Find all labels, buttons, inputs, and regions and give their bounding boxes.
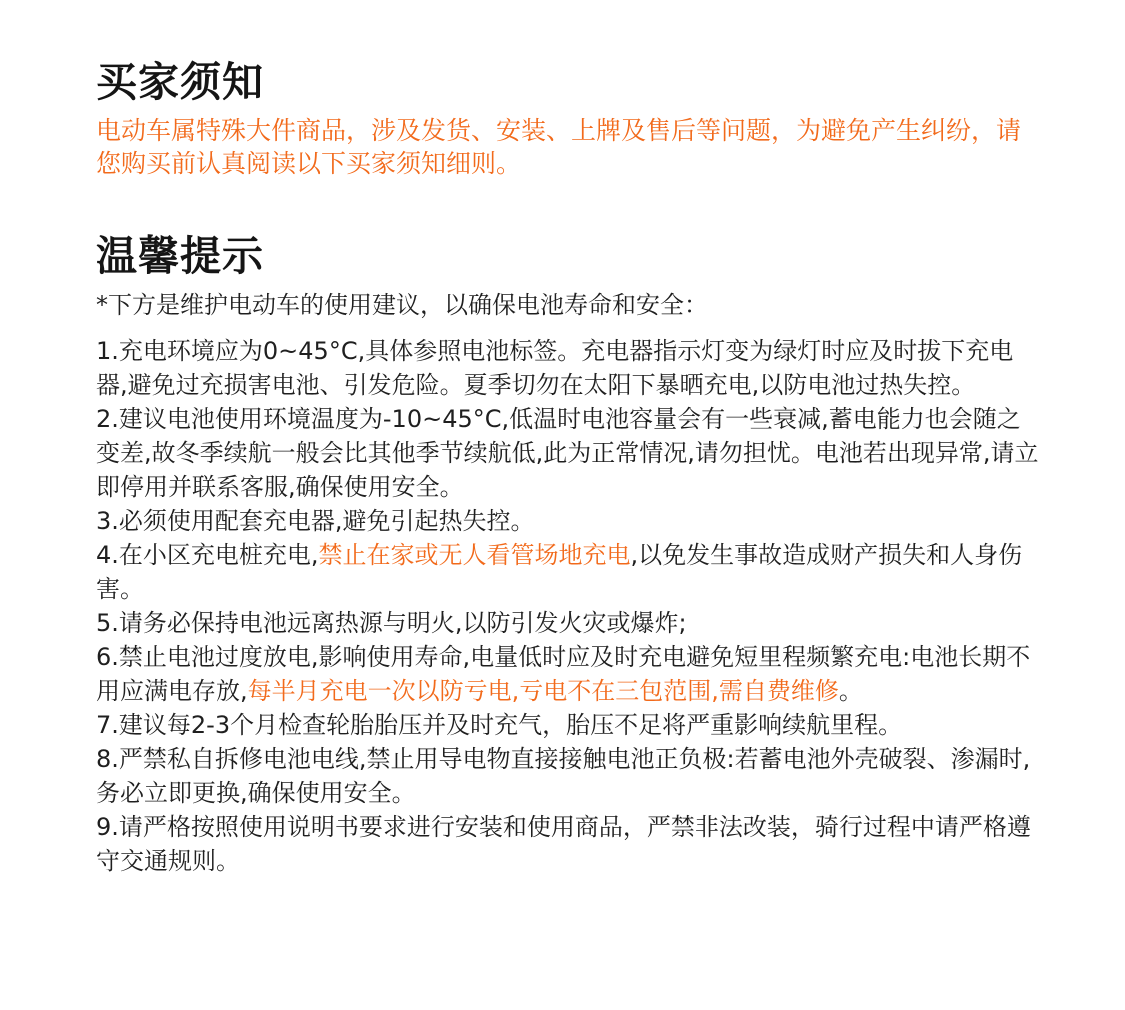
- warm-tips-lead: *下方是维护电动车的使用建议，以确保电池寿命和安全：: [96, 291, 708, 319]
- tip-item-2: 2.建议电池使用环境温度为-10~45°C,低温时电池容量会有一些衰减,蓄电能力也会随之变差,故冬季续航一般会比其他季节续航低,此为正常情况,请勿担忧。电池若出现异常,请立即停用并联系客服,确保使用安全。: [96, 405, 1039, 501]
- tip-item-6-text: 6.禁止电池过度放电,影响使用寿命,电量低时应及时充电避免短里程频繁充电:电池长期不用应满电存放,: [96, 643, 1031, 705]
- tip-item-7: 7.建议每2-3个月检查轮胎胎压并及时充气，胎压不足将严重影响续航里程。: [96, 711, 903, 739]
- tip-item-4: [96, 538, 1041, 606]
- buyer-notice-title: 买家须知: [96, 58, 264, 106]
- warm-tips-title: 温馨提示: [96, 232, 264, 280]
- tip-item-4-text-end: ,以免发生事故造成财产损失和人身伤害。: [96, 541, 1023, 603]
- tips-list: [96, 334, 1041, 878]
- tip-item-3: 3.必须使用配套充电器,避免引起热失控。: [96, 507, 535, 535]
- tip-item-1: 1.充电环境应为0~45°C,具体参照电池标签。充电器指示灯变为绿灯时应及时拔下充电器,避免过充损害电池、引发危险。夏季切勿在太阳下暴晒充电,以防电池过热失控。: [96, 337, 1014, 399]
- tip-item-4-text: 4.在小区充电桩充电,: [96, 541, 319, 569]
- tip-item-6-text-end: 。: [838, 677, 863, 705]
- tip-item-4-highlight: 禁止在家或无人看管场地充电: [318, 541, 631, 569]
- buyer-notice-text: 电动车属特殊大件商品，涉及发货、安装、上牌及售后等问题，为避免产生纠纷，请您购买前认真阅读以下买家须知细则。: [96, 116, 1022, 178]
- tip-item-5: 5.请务必保持电池远离热源与明火,以防引发火灾或爆炸;: [96, 609, 687, 637]
- tip-item-9: 9.请严格按照使用说明书要求进行安装和使用商品，严禁非法改装，骑行过程中请严格遵守交通规则。: [96, 813, 1031, 875]
- tip-item-8: 8.严禁私自拆修电池电线,禁止用导电物直接接触电池正负极:若蓄电池外壳破裂、渗漏时,务必立即更换,确保使用安全。: [96, 745, 1031, 807]
- tip-item-6: [96, 640, 1041, 708]
- tip-item-6-highlight: 每半月充电一次以防亏电,亏电不在三包范围,需自费维修: [247, 677, 839, 705]
